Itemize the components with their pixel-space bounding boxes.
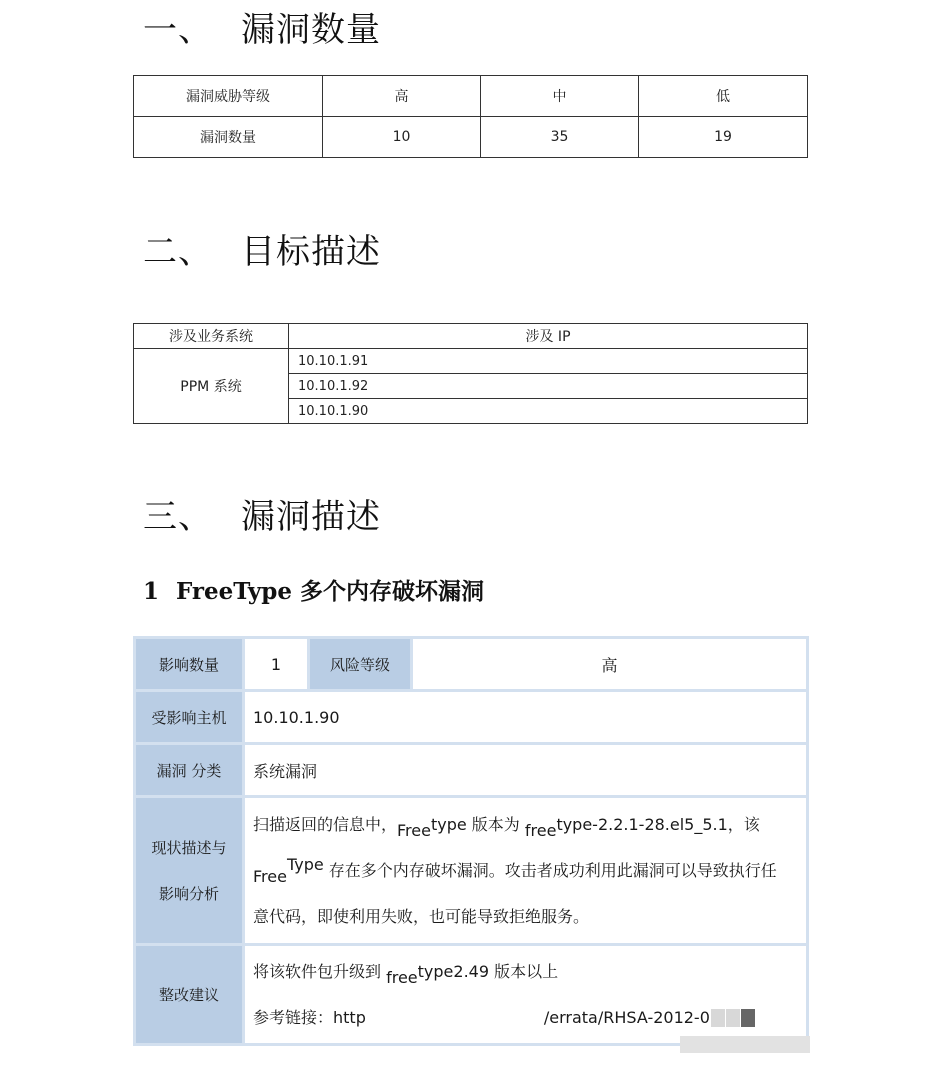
ip-cell: 10.10.1.90 [289, 399, 808, 424]
table-cell: 19 [639, 117, 808, 158]
table-row [134, 324, 808, 349]
impact-count-value: 1 [244, 638, 309, 691]
table-cell: 35 [481, 117, 639, 158]
status-analysis-value [244, 797, 808, 945]
desc-line [253, 802, 806, 848]
table-header-cell: 高 [323, 76, 481, 117]
table-header-cell: 中 [481, 76, 639, 117]
text: 参考链接：http [253, 1007, 366, 1027]
vuln-number: 1 [143, 578, 160, 605]
label-line: 现状描述与 [151, 838, 227, 857]
affected-host-value: 10.10.1.90 [244, 691, 808, 744]
risk-level-value: 高 [412, 638, 808, 691]
impact-count-label: 影响数量 [135, 638, 244, 691]
category-label: 漏洞 分类 [135, 744, 244, 797]
table-row [134, 117, 808, 158]
text: free [386, 967, 418, 987]
text: 意代码，即使利用失败，也可能导致拒绝服务。 [253, 906, 590, 926]
ip-cell: 10.10.1.92 [289, 374, 808, 399]
table-header-cell: 低 [639, 76, 808, 117]
reference-link[interactable]: /errata/RHSA-2012-0 [543, 1007, 710, 1027]
table-row [135, 797, 808, 945]
table-row [135, 691, 808, 744]
vuln-count-table [133, 75, 808, 158]
table-row [134, 76, 808, 117]
mosaic-blur [726, 1009, 740, 1027]
section-number: 二、 [143, 232, 213, 272]
table-header-cell: 涉及业务系统 [134, 324, 289, 349]
section-number: 三、 [143, 497, 213, 537]
table-header-cell: 漏洞威胁等级 [134, 76, 323, 117]
section-title: 目标描述 [241, 232, 381, 272]
table-row [135, 638, 808, 691]
table-row [135, 744, 808, 797]
mosaic-blur [711, 1009, 725, 1027]
business-system-cell: PPM 系统 [134, 349, 289, 424]
desc-line [253, 848, 806, 894]
table-header-cell: 涉及 IP [289, 324, 808, 349]
vuln-heading [143, 573, 484, 606]
text: type-2.2.1-28.el5_5.1，该 [556, 814, 760, 834]
table-cell: 漏洞数量 [134, 117, 323, 158]
text: 存在多个内存破坏漏洞。攻击者成功利用此漏洞可以导致执行任 [323, 860, 777, 880]
mosaic-blur [741, 1009, 755, 1027]
affected-host-label: 受影响主机 [135, 691, 244, 744]
label-line: 影响分析 [158, 884, 219, 903]
target-table [133, 323, 808, 424]
table-row [135, 945, 808, 1045]
table-row [134, 349, 808, 374]
text: 扫描返回的信息中， [253, 814, 398, 834]
section-heading-vuln-desc [143, 489, 381, 538]
table-cell: 10 [323, 117, 481, 158]
text: type 版本为 [430, 814, 525, 834]
text: type2.49 版本以上 [417, 961, 559, 981]
fix-suggestion-value [244, 945, 808, 1045]
desc-line [253, 894, 806, 940]
fix-line [253, 949, 806, 995]
risk-level-label: 风险等级 [309, 638, 412, 691]
vuln-detail-table [133, 636, 809, 1046]
text: free [524, 820, 557, 840]
status-analysis-label [135, 797, 244, 945]
section-title: 漏洞数量 [241, 10, 381, 50]
text: 将该软件包升级到 [253, 961, 387, 981]
section-heading-target [143, 224, 381, 273]
section-heading-vuln-count [143, 2, 381, 51]
ip-cell: 10.10.1.91 [289, 349, 808, 374]
vuln-title: FreeType 多个内存破坏漏洞 [176, 578, 484, 605]
scan-artifact [680, 1036, 810, 1053]
section-number: 一、 [143, 10, 213, 50]
section-title: 漏洞描述 [241, 497, 381, 537]
text: Free [397, 820, 431, 840]
fix-line [253, 995, 806, 1041]
text: Free [253, 866, 287, 886]
fix-suggestion-label: 整改建议 [135, 945, 244, 1045]
text: Type [286, 854, 324, 874]
category-value: 系统漏洞 [244, 744, 808, 797]
